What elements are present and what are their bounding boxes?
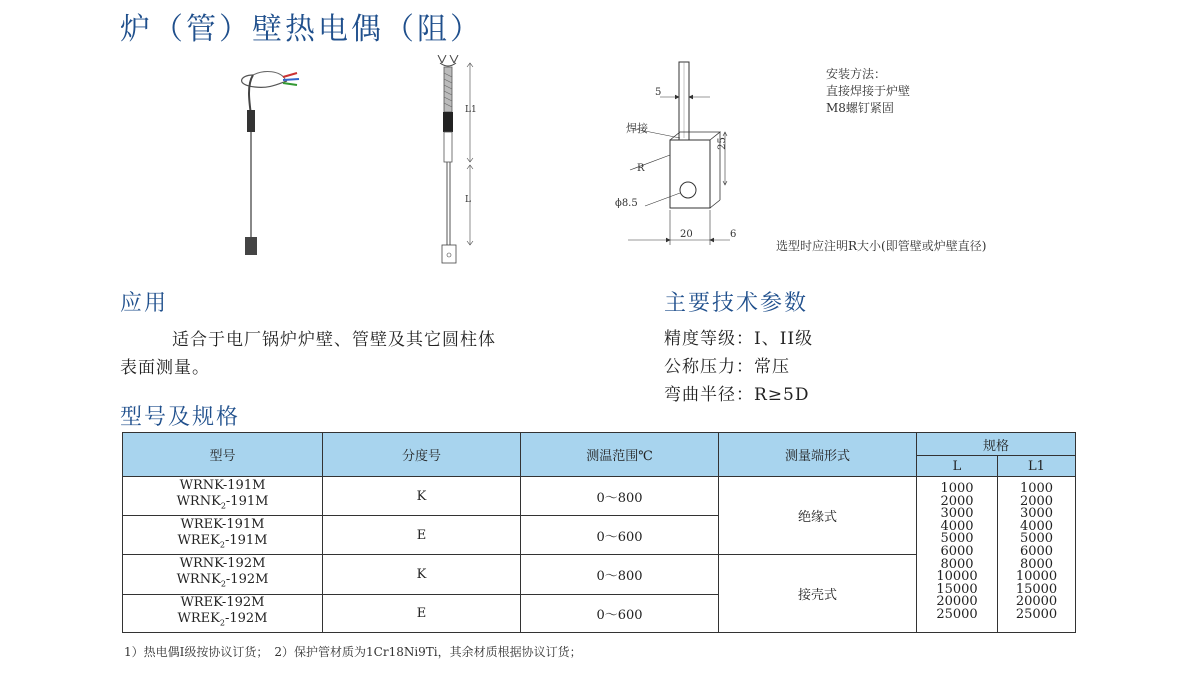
l1-value: 15000 bbox=[1015, 581, 1058, 597]
model-name-alt bbox=[123, 533, 322, 554]
dim-6: 6 bbox=[730, 229, 737, 240]
r-label: R bbox=[637, 163, 645, 174]
thermocouple-illustration-1 bbox=[225, 55, 315, 265]
header-l: L bbox=[917, 456, 998, 477]
selection-note: 选型时应注明R大小(即管壁或炉壁直径) bbox=[776, 239, 987, 253]
l-value: 20000 bbox=[936, 594, 978, 610]
l-values-cell bbox=[917, 477, 998, 633]
model-name-alt bbox=[123, 572, 322, 593]
model-subscript: 2 bbox=[220, 501, 226, 511]
model-name-alt bbox=[123, 611, 322, 632]
dim-20: 20 bbox=[680, 229, 693, 240]
spec-heading: 型号及规格 bbox=[120, 405, 241, 430]
footnote: 1）热电偶I级按协议订货； 2）保护管材质为1Cr18Ni9Ti，其余材质根据协议订货； bbox=[124, 645, 582, 659]
range-cell: 0～600 bbox=[521, 516, 719, 555]
dim-l1-label: L1 bbox=[465, 105, 477, 115]
mounting-block-drawing bbox=[600, 60, 750, 260]
dim-l-label: L bbox=[465, 195, 471, 205]
params-heading: 主要技术参数 bbox=[664, 291, 809, 316]
param-accuracy: 精度等级：I、II级 bbox=[664, 329, 814, 349]
l1-value: 20000 bbox=[1015, 594, 1058, 610]
dim-25: 25 bbox=[716, 137, 728, 150]
header-range: 测温范围℃ bbox=[521, 433, 719, 477]
l-value: 25000 bbox=[936, 606, 978, 622]
param-bend-radius: 弯曲半径：R≥5D bbox=[664, 385, 810, 405]
l-value: 10000 bbox=[936, 569, 978, 585]
application-text-line-2: 表面测量。 bbox=[120, 358, 210, 378]
model-subscript: 2 bbox=[219, 618, 225, 628]
range-cell: 0～600 bbox=[521, 595, 719, 633]
model-name: WRNK-192M bbox=[179, 556, 266, 572]
l-value: 2000 bbox=[940, 493, 974, 509]
graduation-cell: E bbox=[323, 516, 521, 555]
end-form-cell: 绝缘式 bbox=[719, 477, 917, 555]
l-value: 5000 bbox=[940, 531, 974, 547]
model-cell bbox=[123, 477, 323, 516]
header-l1: L1 bbox=[998, 456, 1076, 477]
table-row bbox=[123, 477, 1076, 516]
header-size: 规格 bbox=[917, 433, 1076, 456]
model-cell bbox=[123, 555, 323, 595]
application-text bbox=[120, 326, 580, 382]
spec-table bbox=[122, 432, 1076, 633]
l1-value: 5000 bbox=[1019, 531, 1054, 547]
header-graduation: 分度号 bbox=[323, 433, 521, 477]
l-value: 3000 bbox=[940, 506, 974, 522]
model-name: WREK-191M bbox=[180, 516, 265, 532]
l1-values-cell bbox=[998, 477, 1076, 633]
l1-value: 6000 bbox=[1019, 543, 1054, 559]
l1-value: 25000 bbox=[1015, 606, 1058, 622]
l-value: 1000 bbox=[940, 481, 974, 496]
header-model: 型号 bbox=[123, 433, 323, 477]
l-value: 6000 bbox=[940, 543, 974, 559]
install-line-1: 安装方法： bbox=[826, 67, 887, 81]
graduation-cell: K bbox=[323, 477, 521, 516]
model-name: WREK-192M bbox=[180, 595, 265, 611]
model-subscript: 2 bbox=[219, 540, 225, 550]
model-prefix: WRNK bbox=[176, 572, 221, 588]
model-cell bbox=[123, 516, 323, 555]
l-value: 15000 bbox=[936, 581, 978, 597]
l1-value: 4000 bbox=[1019, 518, 1054, 534]
l1-value: 8000 bbox=[1019, 556, 1054, 572]
model-cell bbox=[123, 595, 323, 633]
model-suffix: -191M bbox=[225, 493, 269, 509]
param-pressure: 公称压力：常压 bbox=[664, 357, 790, 377]
thermocouple-illustration-2 bbox=[420, 55, 500, 270]
l-value: 4000 bbox=[940, 518, 974, 534]
model-prefix: WREK bbox=[177, 532, 220, 548]
header-end-form: 测量端形式 bbox=[719, 433, 917, 477]
dim-5: 5 bbox=[655, 87, 662, 98]
model-prefix: WRNK bbox=[176, 493, 221, 509]
model-subscript: 2 bbox=[220, 579, 226, 589]
range-cell: 0～800 bbox=[521, 477, 719, 516]
l1-value: 1000 bbox=[1019, 481, 1054, 496]
l-value: 8000 bbox=[940, 556, 974, 572]
page-title: 炉（管）壁热电偶（阻） bbox=[120, 12, 483, 47]
application-text-line-1: 适合于电厂锅炉炉壁、管壁及其它圆柱体 bbox=[172, 330, 496, 350]
install-line-3: M8螺钉紧固 bbox=[826, 101, 894, 115]
application-heading: 应用 bbox=[120, 291, 169, 316]
model-suffix: -192M bbox=[225, 572, 269, 588]
model-name-alt bbox=[123, 494, 322, 515]
range-cell: 0～800 bbox=[521, 555, 719, 595]
phi-label: ϕ8.5 bbox=[615, 198, 638, 209]
graduation-cell: E bbox=[323, 595, 521, 633]
l1-value: 10000 bbox=[1015, 569, 1058, 585]
model-prefix: WREK bbox=[177, 611, 220, 627]
model-suffix: -191M bbox=[224, 532, 268, 548]
params-list bbox=[664, 325, 813, 409]
install-line-2: 直接焊接于炉壁 bbox=[826, 84, 911, 98]
l1-value: 2000 bbox=[1019, 493, 1054, 509]
graduation-cell: K bbox=[323, 555, 521, 595]
weld-label: 焊接 bbox=[626, 122, 648, 135]
model-suffix: -192M bbox=[224, 611, 268, 627]
l1-value: 3000 bbox=[1019, 506, 1054, 522]
model-name: WRNK-191M bbox=[179, 477, 266, 493]
end-form-cell: 接壳式 bbox=[719, 555, 917, 633]
